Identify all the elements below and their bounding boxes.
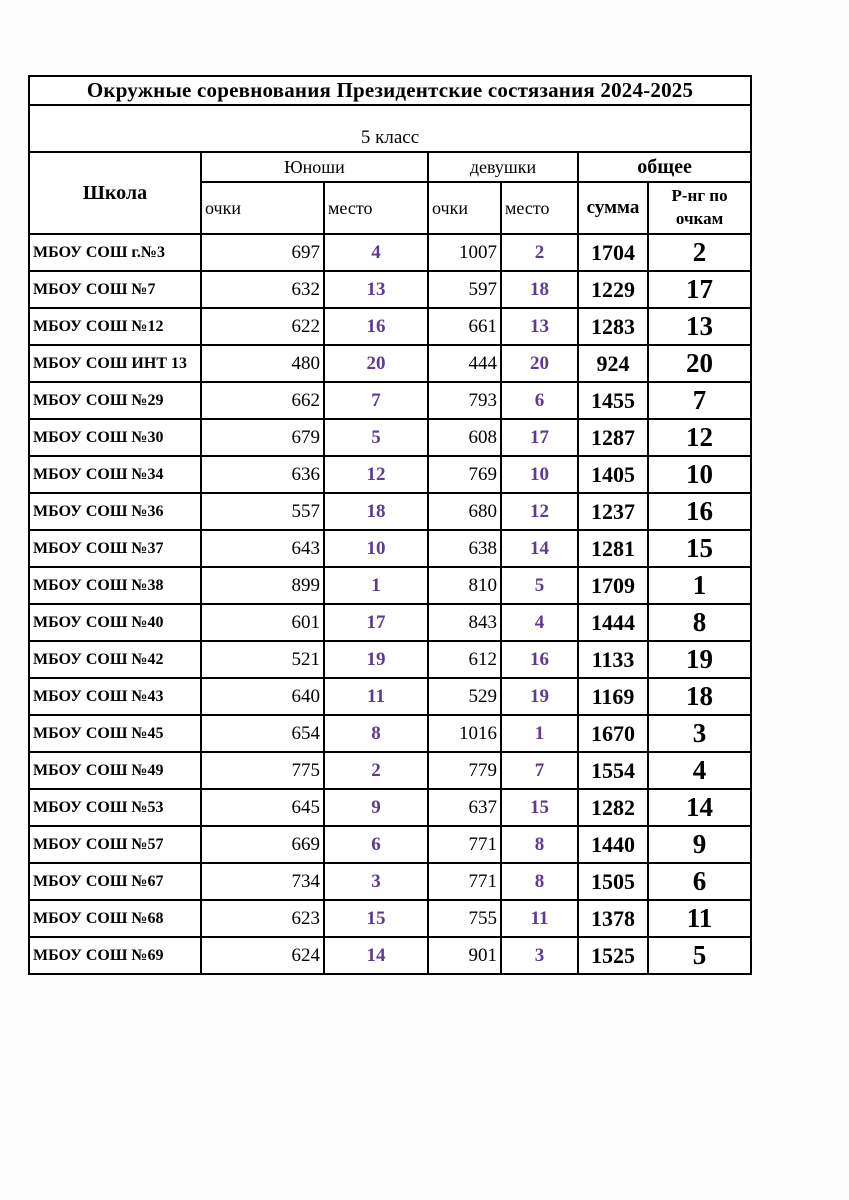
girls-place: 13 xyxy=(501,308,578,345)
boys-place: 14 xyxy=(324,937,428,974)
school-name: МБОУ СОШ №12 xyxy=(29,308,201,345)
girls-points: 771 xyxy=(428,863,501,900)
sum-points: 1229 xyxy=(578,271,648,308)
rating: 15 xyxy=(648,530,751,567)
boys-place: 9 xyxy=(324,789,428,826)
rating: 9 xyxy=(648,826,751,863)
girls-points: 444 xyxy=(428,345,501,382)
rating: 14 xyxy=(648,789,751,826)
boys-place: 17 xyxy=(324,604,428,641)
girls-points: 769 xyxy=(428,456,501,493)
girls-place: 20 xyxy=(501,345,578,382)
girls-place: 17 xyxy=(501,419,578,456)
page-title: Окружные соревнования Президентские состязания 2024-2025 xyxy=(29,76,751,105)
boys-points: 622 xyxy=(201,308,324,345)
school-name: МБОУ СОШ №49 xyxy=(29,752,201,789)
school-name: МБОУ СОШ №36 xyxy=(29,493,201,530)
table-row xyxy=(29,641,751,678)
sum-points: 1670 xyxy=(578,715,648,752)
school-name: МБОУ СОШ ИНТ 13 xyxy=(29,345,201,382)
girls-place: 19 xyxy=(501,678,578,715)
sum-points: 1405 xyxy=(578,456,648,493)
boys-points: 734 xyxy=(201,863,324,900)
table-row xyxy=(29,900,751,937)
table-row xyxy=(29,752,751,789)
sum-points: 1709 xyxy=(578,567,648,604)
boys-place: 7 xyxy=(324,382,428,419)
school-name: МБОУ СОШ №34 xyxy=(29,456,201,493)
school-name: МБОУ СОШ №29 xyxy=(29,382,201,419)
column-group-total: общее xyxy=(578,152,751,182)
column-header-school: Школа xyxy=(29,152,201,234)
table-row xyxy=(29,604,751,641)
girls-place: 16 xyxy=(501,641,578,678)
boys-points: 654 xyxy=(201,715,324,752)
boys-points: 679 xyxy=(201,419,324,456)
column-group-boys: Юноши xyxy=(201,152,428,182)
girls-place: 14 xyxy=(501,530,578,567)
rating: 3 xyxy=(648,715,751,752)
table-row xyxy=(29,678,751,715)
subtitle-grade: 5 класс xyxy=(29,105,751,152)
sum-points: 1169 xyxy=(578,678,648,715)
rating: 6 xyxy=(648,863,751,900)
school-name: МБОУ СОШ №67 xyxy=(29,863,201,900)
column-header-boys-place: место xyxy=(324,182,428,234)
subtitle-row xyxy=(29,105,751,152)
boys-points: 636 xyxy=(201,456,324,493)
boys-place: 12 xyxy=(324,456,428,493)
boys-points: 632 xyxy=(201,271,324,308)
column-header-girls-points: очки xyxy=(428,182,501,234)
girls-points: 793 xyxy=(428,382,501,419)
boys-points: 557 xyxy=(201,493,324,530)
girls-place: 12 xyxy=(501,493,578,530)
table-row xyxy=(29,863,751,900)
girls-place: 4 xyxy=(501,604,578,641)
table-row xyxy=(29,493,751,530)
rating: 10 xyxy=(648,456,751,493)
girls-place: 5 xyxy=(501,567,578,604)
results-table xyxy=(28,75,752,975)
sum-points: 1378 xyxy=(578,900,648,937)
boys-points: 624 xyxy=(201,937,324,974)
boys-points: 662 xyxy=(201,382,324,419)
school-name: МБОУ СОШ г.№3 xyxy=(29,234,201,271)
girls-points: 771 xyxy=(428,826,501,863)
boys-place: 1 xyxy=(324,567,428,604)
rating: 16 xyxy=(648,493,751,530)
girls-points: 843 xyxy=(428,604,501,641)
school-name: МБОУ СОШ №45 xyxy=(29,715,201,752)
table-row xyxy=(29,530,751,567)
column-group-girls: девушки xyxy=(428,152,578,182)
column-header-rating: Р-нг по очкам xyxy=(648,182,751,234)
boys-place: 18 xyxy=(324,493,428,530)
girls-points: 597 xyxy=(428,271,501,308)
girls-place: 1 xyxy=(501,715,578,752)
rating: 4 xyxy=(648,752,751,789)
girls-place: 8 xyxy=(501,826,578,863)
girls-place: 11 xyxy=(501,900,578,937)
rating: 17 xyxy=(648,271,751,308)
girls-points: 901 xyxy=(428,937,501,974)
boys-place: 8 xyxy=(324,715,428,752)
boys-place: 16 xyxy=(324,308,428,345)
rating: 19 xyxy=(648,641,751,678)
girls-place: 10 xyxy=(501,456,578,493)
school-name: МБОУ СОШ №30 xyxy=(29,419,201,456)
boys-place: 5 xyxy=(324,419,428,456)
girls-points: 612 xyxy=(428,641,501,678)
column-header-sum: сумма xyxy=(578,182,648,234)
boys-points: 623 xyxy=(201,900,324,937)
sum-points: 1554 xyxy=(578,752,648,789)
girls-place: 6 xyxy=(501,382,578,419)
sum-points: 1444 xyxy=(578,604,648,641)
boys-points: 669 xyxy=(201,826,324,863)
sum-points: 1440 xyxy=(578,826,648,863)
rating: 13 xyxy=(648,308,751,345)
boys-place: 20 xyxy=(324,345,428,382)
boys-place: 2 xyxy=(324,752,428,789)
table-row xyxy=(29,308,751,345)
sum-points: 1282 xyxy=(578,789,648,826)
girls-points: 1007 xyxy=(428,234,501,271)
rating: 5 xyxy=(648,937,751,974)
table-row xyxy=(29,715,751,752)
title-row xyxy=(29,76,751,105)
table-row xyxy=(29,789,751,826)
table-row xyxy=(29,937,751,974)
rating: 20 xyxy=(648,345,751,382)
table-row xyxy=(29,234,751,271)
boys-place: 4 xyxy=(324,234,428,271)
sum-points: 1455 xyxy=(578,382,648,419)
boys-points: 899 xyxy=(201,567,324,604)
rating: 18 xyxy=(648,678,751,715)
girls-points: 661 xyxy=(428,308,501,345)
boys-points: 601 xyxy=(201,604,324,641)
sum-points: 1237 xyxy=(578,493,648,530)
rating: 7 xyxy=(648,382,751,419)
table-row xyxy=(29,567,751,604)
table-row xyxy=(29,345,751,382)
boys-place: 6 xyxy=(324,826,428,863)
girls-points: 810 xyxy=(428,567,501,604)
sum-points: 1133 xyxy=(578,641,648,678)
sum-points: 1505 xyxy=(578,863,648,900)
sum-points: 1704 xyxy=(578,234,648,271)
school-name: МБОУ СОШ №42 xyxy=(29,641,201,678)
rating: 1 xyxy=(648,567,751,604)
boys-place: 19 xyxy=(324,641,428,678)
results-table-body xyxy=(29,234,751,974)
girls-place: 2 xyxy=(501,234,578,271)
boys-place: 13 xyxy=(324,271,428,308)
school-name: МБОУ СОШ №38 xyxy=(29,567,201,604)
school-name: МБОУ СОШ №40 xyxy=(29,604,201,641)
rating: 8 xyxy=(648,604,751,641)
boys-place: 3 xyxy=(324,863,428,900)
girls-points: 755 xyxy=(428,900,501,937)
girls-place: 7 xyxy=(501,752,578,789)
school-name: МБОУ СОШ №69 xyxy=(29,937,201,974)
school-name: МБОУ СОШ №43 xyxy=(29,678,201,715)
rating: 11 xyxy=(648,900,751,937)
school-name: МБОУ СОШ №68 xyxy=(29,900,201,937)
school-name: МБОУ СОШ №7 xyxy=(29,271,201,308)
school-name: МБОУ СОШ №57 xyxy=(29,826,201,863)
sum-points: 1287 xyxy=(578,419,648,456)
girls-place: 15 xyxy=(501,789,578,826)
group-header-row xyxy=(29,152,751,182)
girls-points: 608 xyxy=(428,419,501,456)
boys-points: 640 xyxy=(201,678,324,715)
boys-points: 697 xyxy=(201,234,324,271)
girls-place: 3 xyxy=(501,937,578,974)
table-row xyxy=(29,419,751,456)
girls-points: 637 xyxy=(428,789,501,826)
column-header-boys-points: очки xyxy=(201,182,324,234)
girls-place: 18 xyxy=(501,271,578,308)
girls-points: 529 xyxy=(428,678,501,715)
rating: 12 xyxy=(648,419,751,456)
table-row xyxy=(29,382,751,419)
girls-points: 1016 xyxy=(428,715,501,752)
boys-place: 11 xyxy=(324,678,428,715)
sum-points: 1281 xyxy=(578,530,648,567)
table-row xyxy=(29,456,751,493)
girls-points: 779 xyxy=(428,752,501,789)
school-name: МБОУ СОШ №37 xyxy=(29,530,201,567)
boys-place: 10 xyxy=(324,530,428,567)
girls-points: 680 xyxy=(428,493,501,530)
boys-points: 775 xyxy=(201,752,324,789)
sum-points: 1283 xyxy=(578,308,648,345)
sum-points: 1525 xyxy=(578,937,648,974)
boys-points: 480 xyxy=(201,345,324,382)
boys-place: 15 xyxy=(324,900,428,937)
boys-points: 643 xyxy=(201,530,324,567)
table-row xyxy=(29,271,751,308)
boys-points: 645 xyxy=(201,789,324,826)
school-name: МБОУ СОШ №53 xyxy=(29,789,201,826)
sum-points: 924 xyxy=(578,345,648,382)
table-row xyxy=(29,826,751,863)
girls-place: 8 xyxy=(501,863,578,900)
rating: 2 xyxy=(648,234,751,271)
column-header-girls-place: место xyxy=(501,182,578,234)
boys-points: 521 xyxy=(201,641,324,678)
girls-points: 638 xyxy=(428,530,501,567)
